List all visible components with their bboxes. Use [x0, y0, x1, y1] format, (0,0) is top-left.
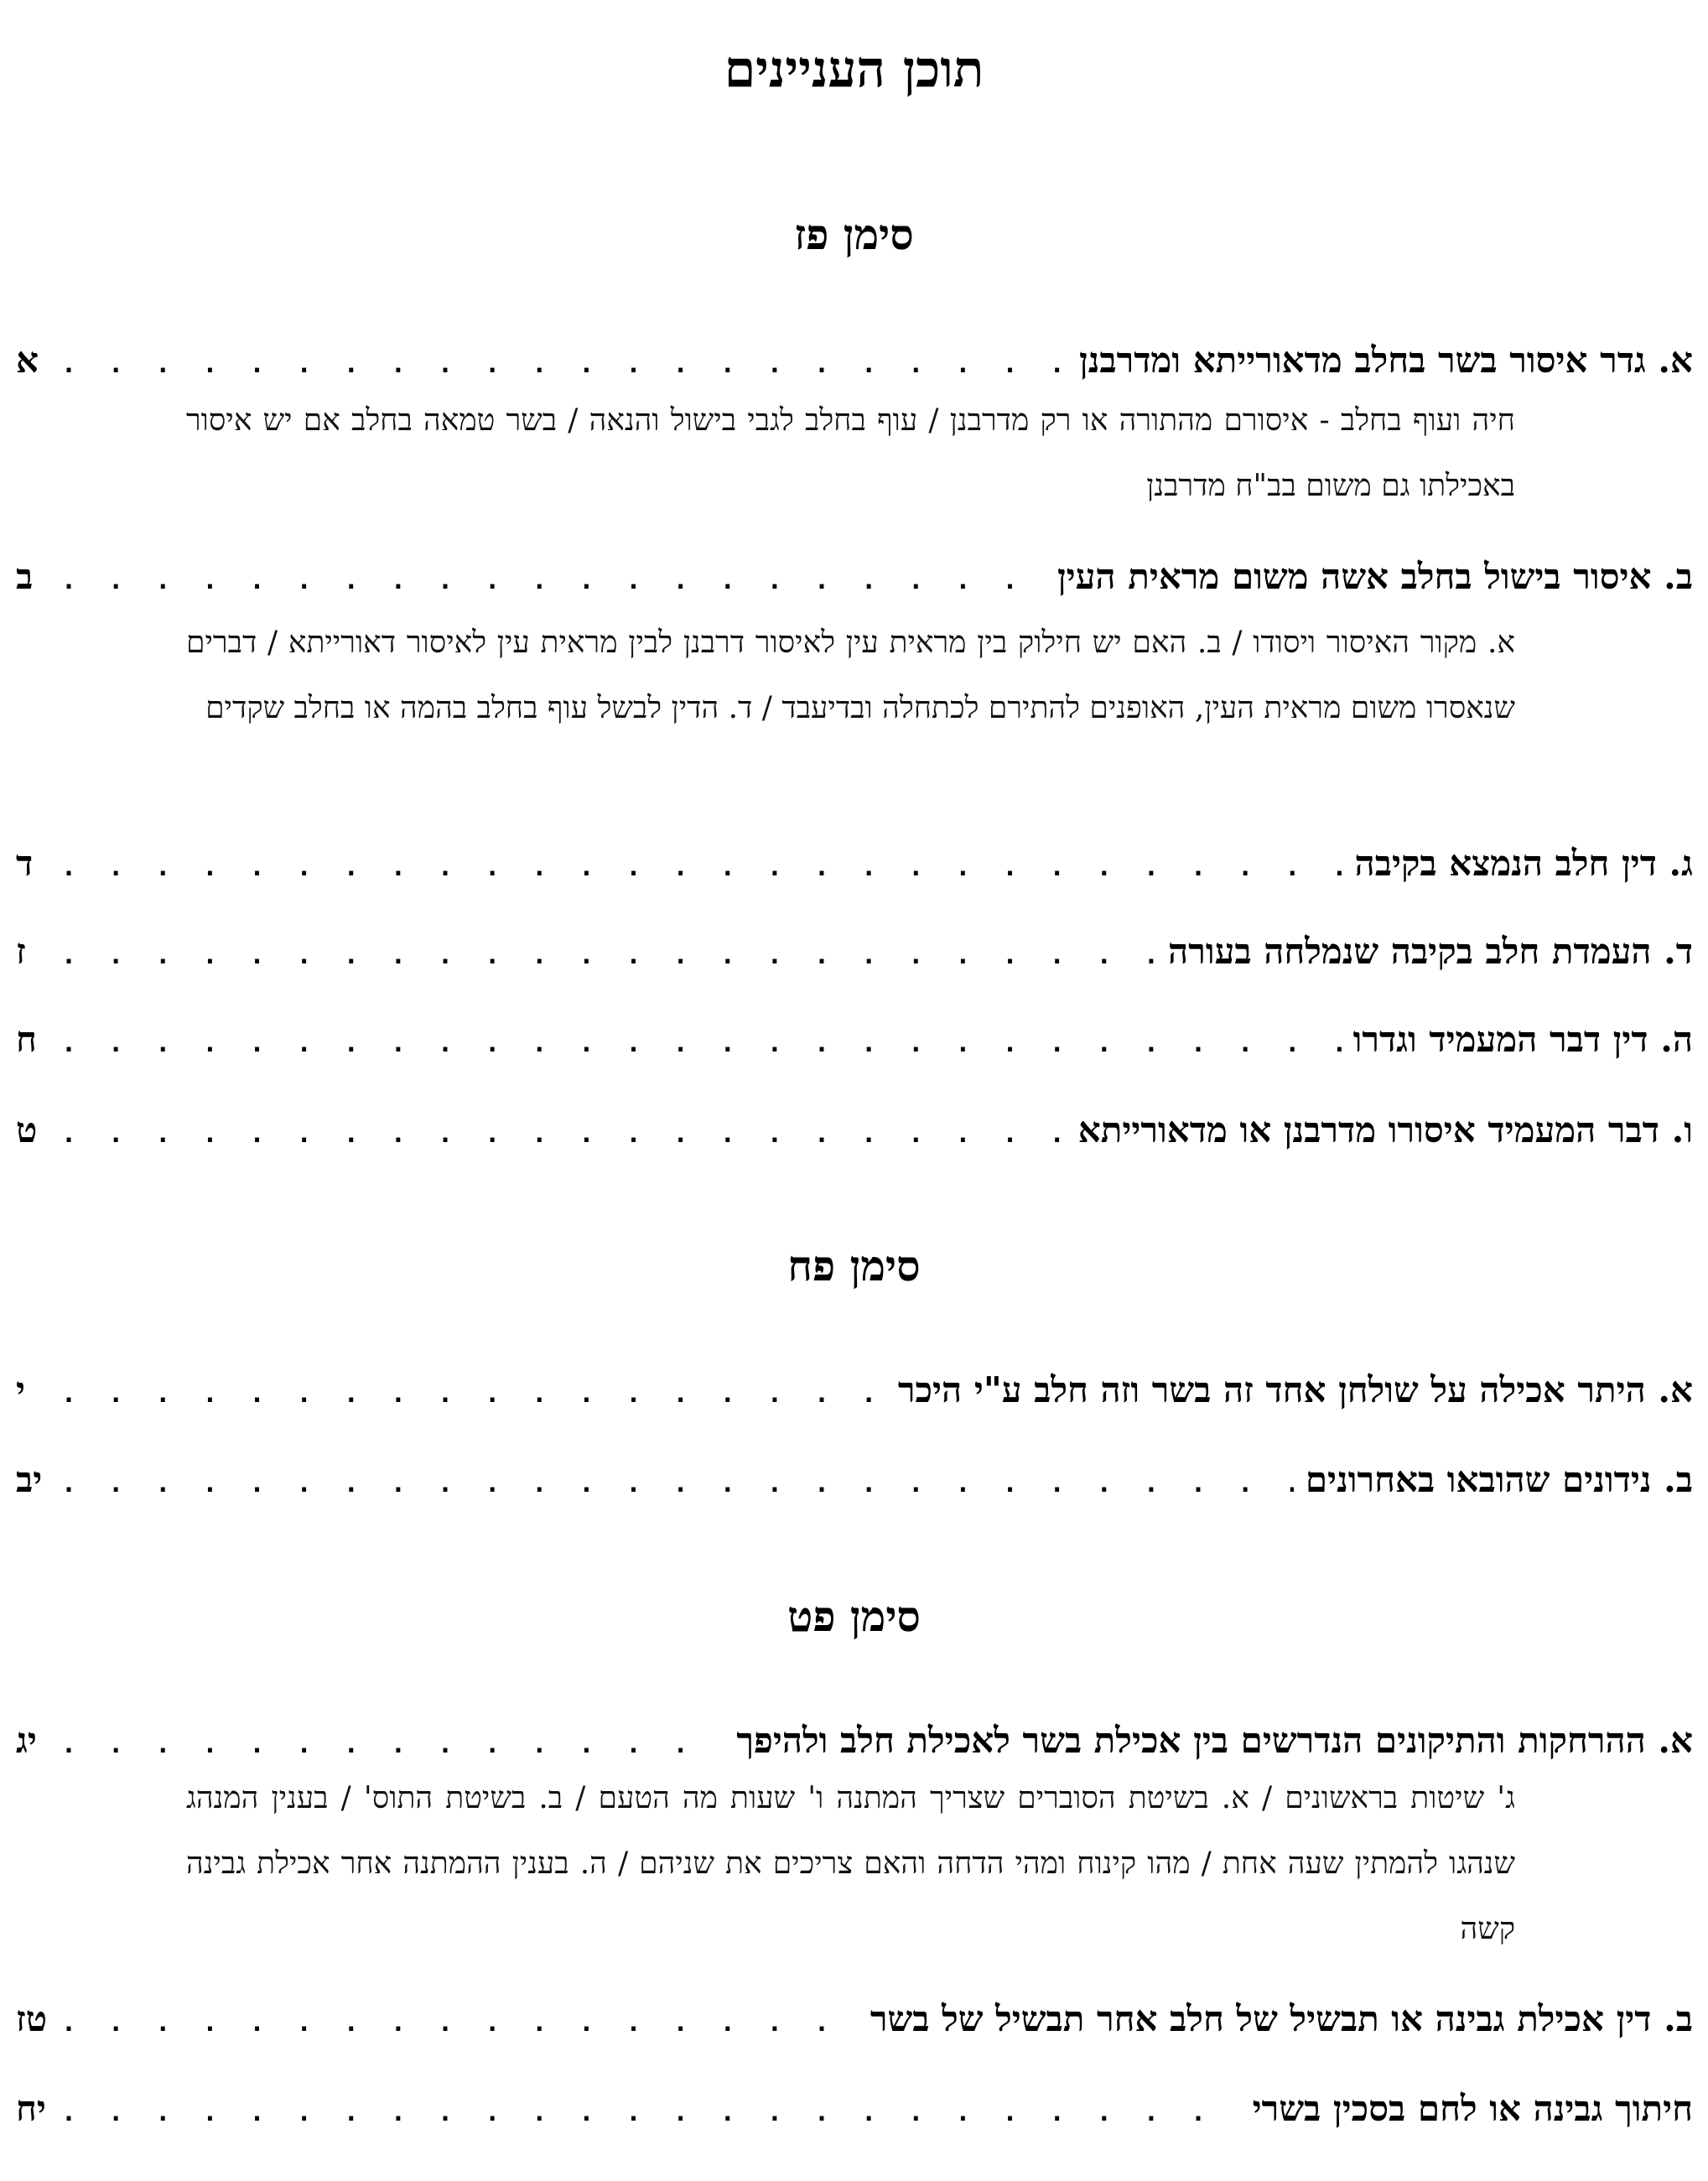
section-heading: סימן פח	[787, 1241, 921, 1290]
dot-leader	[61, 1720, 724, 1770]
dot-leader	[61, 843, 1343, 893]
page-number: ח	[16, 1019, 37, 1060]
page-number: ט	[16, 1109, 38, 1150]
toc-entry[interactable]	[16, 1716, 1693, 1766]
dot-leader	[61, 1459, 1294, 1509]
dot-leader	[61, 1109, 1067, 1160]
toc-entry-description: א. מקור האיסור ויסודו / ב. האם יש חילוק בין מראית עין לאיסור דרבנן לבין מראית עין לאיסור דאורייתא / דברים שנאסרו משום מראית העין, האופנים להתירם לכתחלה ובדיעבד / ד. הדין לבשל עוף בחלב בהמה או בחלב שקדים	[186, 626, 1515, 725]
toc-entry-description: ג' שיטות בראשונים / א. בשיטת הסוברים שצריך המתנה ו' שעות מה הטעם / ב. בשיטת התוס' / בענין המנהג שנהגו להמתין שעה אחת / מהו קינוח ומהי הדחה והאם צריכים את שניהם / ה. בענין ההמתנה אחר אכילת גבינה קשה	[186, 1781, 1515, 1946]
toc-entry[interactable]	[16, 1105, 1693, 1155]
page-number: י	[16, 1369, 26, 1410]
toc-entry[interactable]	[16, 1365, 1693, 1415]
dot-leader	[61, 1998, 859, 2049]
toc-entry-title: ה. דין דבר המעמיד וגדרו	[1352, 1019, 1693, 1060]
dot-leader	[61, 2088, 1241, 2138]
toc-entry-title: חיתוך גבינה או לחם בסכין בשרי	[1252, 2088, 1693, 2129]
dot-leader	[61, 931, 1156, 981]
dot-leader	[61, 340, 1067, 390]
toc-entry-title: ד. העמדת חלב בקיבה שנמלחה בעורה	[1168, 931, 1693, 972]
toc-entry-title: ו. דבר המעמיד איסורו מדרבנן או מדאורייתא	[1077, 1109, 1693, 1150]
page-number: ב	[16, 556, 34, 597]
toc-entry-title: א. גדר איסור בשר בחלב מדאורייתא ומדרבנן	[1079, 340, 1693, 381]
toc-entry[interactable]	[16, 1994, 1693, 2044]
toc-entry[interactable]	[16, 1455, 1693, 1505]
page-number: יח	[16, 2088, 46, 2129]
toc-entry-title: ב. דין אכילת גבינה או תבשיל של חלב אחר תבשיל של בשר	[870, 1998, 1693, 2039]
page-number: יג	[16, 1720, 37, 1761]
toc-entry-description: חיה ועוף בחלב - איסורם מהתורה או רק מדרבנן / עוף בחלב לגבי בישול והנאה / בשר טמאה בחלב אם יש איסור באכילתו גם משום בב"ח מדרבנן	[186, 403, 1515, 503]
section-heading: סימן פז	[794, 210, 914, 259]
toc-entry[interactable]	[16, 1015, 1693, 1065]
toc-entry-title: ב. נידונים שהובאו באחרונים	[1305, 1459, 1693, 1500]
toc-entry[interactable]	[16, 927, 1693, 977]
toc-entry[interactable]	[16, 839, 1693, 889]
toc-entry[interactable]	[16, 2084, 1693, 2134]
page-number: ז	[16, 931, 26, 972]
dot-leader	[61, 1019, 1342, 1069]
toc-entry-title: ג. דין חלב הנמצא בקיבה	[1354, 843, 1693, 884]
toc-entry[interactable]	[16, 335, 1693, 386]
page-number: א	[16, 340, 39, 381]
toc-entry-title: ב. איסור בישול בחלב אשה משום מראית העין	[1056, 556, 1693, 597]
dot-leader	[61, 556, 1046, 606]
dot-leader	[61, 1369, 886, 1420]
toc-entry[interactable]	[16, 552, 1693, 602]
toc-entry-title: א. היתר אכילה על שולחן אחד זה בשר וזה חלב ע"י היכר	[897, 1369, 1693, 1410]
page-number: יב	[16, 1459, 43, 1500]
toc-entry-title: א. ההרחקות והתיקונים הנדרשים בין אכילת בשר לאכילת חלב ולהיפך	[736, 1720, 1693, 1761]
page-number: טז	[16, 1998, 48, 2039]
page-title: תוכן העניינים	[724, 40, 984, 99]
page-number: ד	[16, 843, 34, 884]
section-heading: סימן פט	[787, 1592, 921, 1641]
